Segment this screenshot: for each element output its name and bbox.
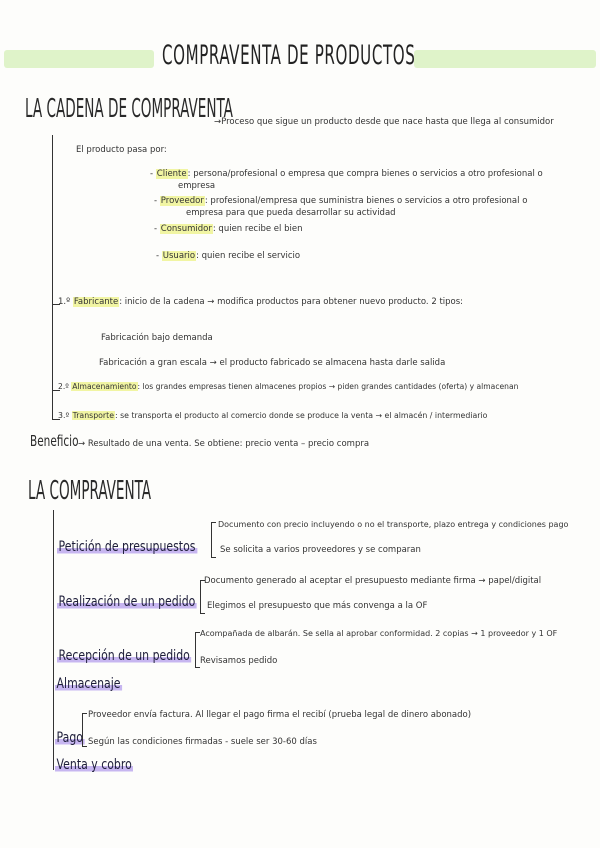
phase-recepcion: Recepción de un pedido bbox=[58, 648, 190, 664]
role-consumidor: - Consumidor: quien recibe el bien bbox=[154, 224, 303, 234]
step-term: Transporte bbox=[72, 411, 114, 420]
phase-note: Elegimos el presupuesto que más convenga a la OF bbox=[207, 601, 428, 611]
phase-note: Documento generado al aceptar el presupuesto mediante firma → papel/digital bbox=[204, 576, 542, 586]
step-term: Almacenamiento bbox=[72, 382, 137, 391]
page-title: COMPRAVENTA DE PRODUCTOS bbox=[162, 40, 416, 71]
phase-brace bbox=[82, 713, 87, 747]
step-text: : inicio de la cadena → modifica productos para obtener nuevo producto. 2 tipos: bbox=[119, 297, 464, 307]
step-almacenamiento bbox=[58, 382, 518, 391]
role-proveedor: - Proveedor: profesional/empresa que suministra bienes o servicios a otro profesional o bbox=[154, 196, 528, 206]
title-highlight-left bbox=[4, 50, 154, 68]
step-num: 3.º bbox=[58, 411, 70, 420]
step-num: 1.º bbox=[58, 297, 71, 307]
role-usuario: - Usuario: quien recibe el servicio bbox=[156, 251, 301, 261]
role-term: Proveedor bbox=[160, 196, 204, 206]
role-term: Consumidor bbox=[160, 224, 212, 234]
role-text: : quien recibe el servicio bbox=[196, 251, 301, 261]
fab-type-2: Fabricación a gran escala → el producto fabricado se almacena hasta darle salida bbox=[99, 358, 446, 368]
phase-note: Proveedor envía factura. Al llegar el pago firma el recibí (prueba legal de dinero abonado) bbox=[88, 710, 472, 720]
section-heading-compraventa: LA COMPRAVENTA bbox=[28, 476, 152, 506]
title-highlight-right bbox=[414, 50, 596, 68]
phase-pago: Pago bbox=[56, 730, 83, 746]
phase-note: Según las condiciones firmadas - suele ser 30-60 días bbox=[88, 737, 317, 747]
step-transporte bbox=[58, 411, 487, 420]
role-text: : quien recibe el bien bbox=[212, 224, 303, 234]
passes-intro: El producto pasa por: bbox=[76, 145, 167, 155]
phase-note: Se solicita a varios proveedores y se comparan bbox=[220, 545, 421, 555]
compraventa-vertical-line bbox=[53, 510, 54, 770]
step-num: 2.º bbox=[58, 382, 69, 391]
phase-almacenaje: Almacenaje bbox=[56, 676, 121, 692]
role-proveedor-cont: empresa para que pueda desarrollar su actividad bbox=[186, 208, 396, 218]
role-text: : profesional/empresa que suministra bienes o servicios a otro profesional o bbox=[204, 196, 528, 206]
role-term: Usuario bbox=[162, 251, 196, 261]
chain-vertical-line bbox=[52, 135, 53, 420]
phase-brace bbox=[211, 522, 216, 558]
step-text: : se transporta el producto al comercio donde se produce la venta → el almacén / intermediario bbox=[115, 411, 488, 420]
phase-note: Acompañada de albarán. Se sella al aprobar conformidad. 2 copias → 1 proveedor y 1 OF bbox=[200, 629, 558, 638]
phase-peticion: Petición de presupuestos bbox=[58, 539, 196, 555]
step-text: : los grandes empresas tienen almacenes propios → piden grandes cantidades (oferta) y almacenan bbox=[137, 382, 519, 391]
fab-type-1: Fabricación bajo demanda bbox=[101, 333, 213, 343]
phase-note: Documento con precio incluyendo o no el transporte, plazo entrega y condiciones pago bbox=[218, 520, 569, 529]
step-term: Fabricante bbox=[73, 297, 119, 307]
benefit-text: → Resultado de una venta. Se obtiene: precio venta – precio compra bbox=[78, 439, 370, 449]
benefit-term: Beneficio bbox=[30, 432, 79, 450]
phase-note: Revisamos pedido bbox=[200, 656, 278, 666]
phase-realizacion: Realización de un pedido bbox=[58, 594, 196, 610]
step-fabricante bbox=[58, 297, 463, 307]
role-text: : persona/profesional o empresa que compra bienes o servicios a otro profesional o bbox=[187, 169, 543, 179]
chain-definition: →Proceso que sigue un producto desde que nace hasta que llega al consumidor bbox=[214, 117, 554, 127]
role-cliente: - Cliente: persona/profesional o empresa que compra bienes o servicios a otro profesional o bbox=[150, 169, 543, 179]
role-cliente-cont: empresa bbox=[178, 181, 216, 191]
section-heading-chain: LA CADENA DE COMPRAVENTA bbox=[25, 94, 233, 124]
phase-venta-cobro: Venta y cobro bbox=[56, 757, 132, 773]
role-term: Cliente bbox=[156, 169, 187, 179]
